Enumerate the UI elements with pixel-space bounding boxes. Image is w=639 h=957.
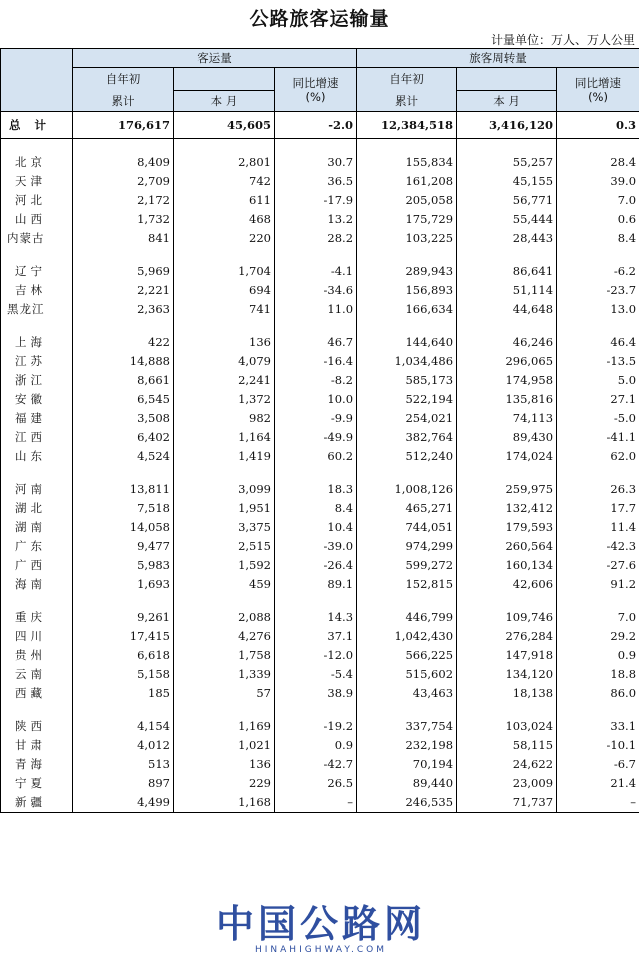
cell: 4,524 (73, 447, 174, 466)
cell: 91.2 (557, 575, 639, 594)
cell: 1,168 (174, 793, 275, 813)
cell: 109,746 (457, 608, 557, 627)
cell: 60.2 (275, 447, 357, 466)
cell: 12,384,518 (357, 112, 457, 139)
cell: 982 (174, 409, 275, 428)
cell: 174,958 (457, 371, 557, 390)
region-name: 总计 (1, 112, 73, 139)
cell: 135,816 (457, 390, 557, 409)
header-month-turnover: 本 月 (457, 91, 557, 112)
cell: 4,276 (174, 627, 275, 646)
cell: 26.5 (275, 774, 357, 793)
cell: 26.3 (557, 480, 639, 499)
table-row (1, 210, 639, 229)
region-name: 重庆 (1, 608, 73, 627)
cell: -19.2 (275, 717, 357, 736)
corner-header (1, 49, 73, 112)
table-row (1, 229, 639, 248)
cell: 515,602 (357, 665, 457, 684)
cell: 147,918 (457, 646, 557, 665)
cell: 8,661 (73, 371, 174, 390)
cell: – (557, 793, 639, 813)
cell: 3,099 (174, 480, 275, 499)
cell: 86,641 (457, 262, 557, 281)
cell: 897 (73, 774, 174, 793)
table-row (1, 518, 639, 537)
header-pct-label: (%) (305, 89, 326, 104)
table-row (1, 409, 639, 428)
cell: 8,409 (73, 153, 174, 172)
table-row (1, 717, 639, 736)
cell: 144,640 (357, 333, 457, 352)
cell: 2,241 (174, 371, 275, 390)
header-passenger-volume: 客运量 (73, 49, 357, 68)
cell: -41.1 (557, 428, 639, 447)
cell: 0.9 (557, 646, 639, 665)
cell: 27.1 (557, 390, 639, 409)
header-pct-label: (%) (588, 89, 608, 104)
cell: 46.4 (557, 333, 639, 352)
header-cumulative-turnover: 累计 (357, 91, 457, 112)
cell: 2,363 (73, 300, 174, 319)
cell: 33.1 (557, 717, 639, 736)
cell: -34.6 (275, 281, 357, 300)
header-ytd-turnover: 自年初 (357, 68, 457, 91)
page-title: 公路旅客运输量 (249, 8, 390, 30)
cell: 8.4 (275, 499, 357, 518)
cell: 446,799 (357, 608, 457, 627)
table-row (1, 684, 639, 703)
cell: 38.9 (275, 684, 357, 703)
cell: 179,593 (457, 518, 557, 537)
region-name: 湖北 (1, 499, 73, 518)
cell: 289,943 (357, 262, 457, 281)
cell: 296,065 (457, 352, 557, 371)
unit-note: 计量单位：万人、万人公里 (490, 33, 635, 47)
table-row (1, 646, 639, 665)
region-name: 浙江 (1, 371, 73, 390)
cell: 2,801 (174, 153, 275, 172)
table-row (1, 153, 639, 172)
table-row (1, 191, 639, 210)
cell: 512,240 (357, 447, 457, 466)
cell: -8.2 (275, 371, 357, 390)
cell: 39.0 (557, 172, 639, 191)
region-name: 西藏 (1, 684, 73, 703)
cell: 246,535 (357, 793, 457, 813)
cell: 229 (174, 774, 275, 793)
cell: 2,709 (73, 172, 174, 191)
cell: 21.4 (557, 774, 639, 793)
cell: 24,622 (457, 755, 557, 774)
cell: 55,444 (457, 210, 557, 229)
cell: 45,605 (174, 112, 275, 139)
cell: 220 (174, 229, 275, 248)
cell: 337,754 (357, 717, 457, 736)
cell: -13.5 (557, 352, 639, 371)
cell: -2.0 (275, 112, 357, 139)
cell: -42.3 (557, 537, 639, 556)
table-row (1, 300, 639, 319)
cell: 13,811 (73, 480, 174, 499)
region-name: 陕西 (1, 717, 73, 736)
passenger-transport-table (0, 48, 639, 813)
cell: 14.3 (275, 608, 357, 627)
cell: 6,545 (73, 390, 174, 409)
cell: 30.7 (275, 153, 357, 172)
cell: -49.9 (275, 428, 357, 447)
cell: -6.2 (557, 262, 639, 281)
cell: -16.4 (275, 352, 357, 371)
cell: 5,983 (73, 556, 174, 575)
cell: 4,499 (73, 793, 174, 813)
total-row (1, 112, 639, 139)
watermark-logo (216, 903, 426, 955)
group-spacer (1, 319, 639, 333)
cell: 18.8 (557, 665, 639, 684)
cell: 1,169 (174, 717, 275, 736)
cell: 0.3 (557, 112, 639, 139)
cell: 56,771 (457, 191, 557, 210)
cell: 3,416,120 (457, 112, 557, 139)
region-name: 甘肃 (1, 736, 73, 755)
cell: 513 (73, 755, 174, 774)
cell: 134,120 (457, 665, 557, 684)
cell: 7.0 (557, 191, 639, 210)
region-name: 上海 (1, 333, 73, 352)
watermark-text: 中国公路网 (216, 902, 427, 946)
region-name: 青海 (1, 755, 73, 774)
cell: 1,034,486 (357, 352, 457, 371)
table-row (1, 608, 639, 627)
cell: 7.0 (557, 608, 639, 627)
region-name: 内蒙古 (1, 229, 73, 248)
cell: -6.7 (557, 755, 639, 774)
cell: 161,208 (357, 172, 457, 191)
cell: 46.7 (275, 333, 357, 352)
region-name: 山西 (1, 210, 73, 229)
table-row (1, 390, 639, 409)
header-month-volume: 本 月 (174, 91, 275, 112)
cell: -23.7 (557, 281, 639, 300)
cell: 1,732 (73, 210, 174, 229)
cell: 1,339 (174, 665, 275, 684)
cell: 1,164 (174, 428, 275, 447)
cell: -5.4 (275, 665, 357, 684)
cell: 17.7 (557, 499, 639, 518)
cell: -39.0 (275, 537, 357, 556)
cell: 37.1 (275, 627, 357, 646)
table-row (1, 537, 639, 556)
region-name: 山东 (1, 447, 73, 466)
region-name: 贵州 (1, 646, 73, 665)
cell: 566,225 (357, 646, 457, 665)
cell: 742 (174, 172, 275, 191)
cell: -9.9 (275, 409, 357, 428)
table-row (1, 556, 639, 575)
cell: 5,969 (73, 262, 174, 281)
cell: -17.9 (275, 191, 357, 210)
region-name: 安徽 (1, 390, 73, 409)
cell: 45,155 (457, 172, 557, 191)
cell: 11.0 (275, 300, 357, 319)
cell: 58,115 (457, 736, 557, 755)
cell: 3,375 (174, 518, 275, 537)
cell: 2,172 (73, 191, 174, 210)
cell: -27.6 (557, 556, 639, 575)
cell: 422 (73, 333, 174, 352)
cell: 3,508 (73, 409, 174, 428)
cell: 741 (174, 300, 275, 319)
cell: 4,012 (73, 736, 174, 755)
table-row (1, 172, 639, 191)
cell: 1,592 (174, 556, 275, 575)
cell: 43,463 (357, 684, 457, 703)
table-row (1, 736, 639, 755)
table-row (1, 428, 639, 447)
region-name: 天津 (1, 172, 73, 191)
cell: 155,834 (357, 153, 457, 172)
cell: -4.1 (275, 262, 357, 281)
cell: 86.0 (557, 684, 639, 703)
cell: 185 (73, 684, 174, 703)
cell: 254,021 (357, 409, 457, 428)
cell: 11.4 (557, 518, 639, 537)
cell: 4,079 (174, 352, 275, 371)
region-name: 辽宁 (1, 262, 73, 281)
table-row (1, 575, 639, 594)
cell: 136 (174, 755, 275, 774)
cell: 9,261 (73, 608, 174, 627)
cell: 29.2 (557, 627, 639, 646)
table-row (1, 352, 639, 371)
group-spacer (1, 703, 639, 717)
cell: 152,815 (357, 575, 457, 594)
cell: 465,271 (357, 499, 457, 518)
cell: 175,729 (357, 210, 457, 229)
cell: 1,693 (73, 575, 174, 594)
cell: 232,198 (357, 736, 457, 755)
cell: 57 (174, 684, 275, 703)
cell: 0.9 (275, 736, 357, 755)
cell: 6,402 (73, 428, 174, 447)
cell: 156,893 (357, 281, 457, 300)
table-row (1, 499, 639, 518)
cell: 103,225 (357, 229, 457, 248)
cell: 1,419 (174, 447, 275, 466)
cell: 18.3 (275, 480, 357, 499)
table-row (1, 371, 639, 390)
header-yoy-volume (275, 68, 357, 112)
cell: 7,518 (73, 499, 174, 518)
region-name: 海南 (1, 575, 73, 594)
cell: 0.6 (557, 210, 639, 229)
cell: 259,975 (457, 480, 557, 499)
cell: 160,134 (457, 556, 557, 575)
table-row (1, 447, 639, 466)
cell: 611 (174, 191, 275, 210)
cell: 2,515 (174, 537, 275, 556)
cell: 1,704 (174, 262, 275, 281)
cell: 174,024 (457, 447, 557, 466)
group-spacer (1, 248, 639, 262)
cell: 599,272 (357, 556, 457, 575)
cell: 44,648 (457, 300, 557, 319)
table-row (1, 480, 639, 499)
cell: 176,617 (73, 112, 174, 139)
cell: 1,951 (174, 499, 275, 518)
cell: 13.2 (275, 210, 357, 229)
cell: 9,477 (73, 537, 174, 556)
cell: -10.1 (557, 736, 639, 755)
header-ytd-volume: 自年初 (73, 68, 174, 91)
cell: 1,008,126 (357, 480, 457, 499)
cell: -5.0 (557, 409, 639, 428)
cell: 18,138 (457, 684, 557, 703)
cell: 89,430 (457, 428, 557, 447)
watermark-url: HINAHIGHWAY.COM (254, 945, 387, 955)
cell: 276,284 (457, 627, 557, 646)
region-name: 宁夏 (1, 774, 73, 793)
cell: 5.0 (557, 371, 639, 390)
table-row (1, 665, 639, 684)
cell: 1,372 (174, 390, 275, 409)
region-name: 吉林 (1, 281, 73, 300)
region-name: 江西 (1, 428, 73, 447)
cell: 17,415 (73, 627, 174, 646)
region-name: 河南 (1, 480, 73, 499)
table-row (1, 793, 639, 813)
cell: -42.7 (275, 755, 357, 774)
cell: 28,443 (457, 229, 557, 248)
header-cumulative-volume: 累计 (73, 91, 174, 112)
cell: 74,113 (457, 409, 557, 428)
cell: 42,606 (457, 575, 557, 594)
table-row (1, 755, 639, 774)
region-name: 福建 (1, 409, 73, 428)
cell: 89.1 (275, 575, 357, 594)
cell: 36.5 (275, 172, 357, 191)
cell: 13.0 (557, 300, 639, 319)
cell: -26.4 (275, 556, 357, 575)
table-row (1, 627, 639, 646)
region-name: 河北 (1, 191, 73, 210)
region-name: 黑龙江 (1, 300, 73, 319)
header-yoy-label: 同比增速 (575, 75, 622, 90)
cell: -12.0 (275, 646, 357, 665)
cell: 974,299 (357, 537, 457, 556)
cell: 46,246 (457, 333, 557, 352)
cell: 8.4 (557, 229, 639, 248)
cell: 10.4 (275, 518, 357, 537)
cell: 468 (174, 210, 275, 229)
cell: 70,194 (357, 755, 457, 774)
region-name: 北京 (1, 153, 73, 172)
cell: 14,888 (73, 352, 174, 371)
cell: 136 (174, 333, 275, 352)
header-passenger-turnover: 旅客周转量 (357, 49, 639, 68)
cell: 14,058 (73, 518, 174, 537)
cell: 4,154 (73, 717, 174, 736)
cell: 51,114 (457, 281, 557, 300)
cell: 71,737 (457, 793, 557, 813)
table-row (1, 281, 639, 300)
cell: 1,042,430 (357, 627, 457, 646)
region-name: 广西 (1, 556, 73, 575)
cell: 585,173 (357, 371, 457, 390)
header-yoy-label: 同比增速 (292, 75, 339, 90)
group-spacer (1, 594, 639, 608)
region-name: 云南 (1, 665, 73, 684)
cell: 2,088 (174, 608, 275, 627)
header-yoy-turnover (557, 68, 639, 112)
cell: 459 (174, 575, 275, 594)
region-name: 江苏 (1, 352, 73, 371)
cell: 62.0 (557, 447, 639, 466)
cell: 132,412 (457, 499, 557, 518)
group-spacer (1, 139, 639, 154)
cell: 10.0 (275, 390, 357, 409)
table-row (1, 774, 639, 793)
cell: 103,024 (457, 717, 557, 736)
cell: 694 (174, 281, 275, 300)
cell: 744,051 (357, 518, 457, 537)
table-row (1, 333, 639, 352)
cell: 382,764 (357, 428, 457, 447)
region-name: 湖南 (1, 518, 73, 537)
cell: 205,058 (357, 191, 457, 210)
cell: 841 (73, 229, 174, 248)
cell: 1,758 (174, 646, 275, 665)
region-name: 新疆 (1, 793, 73, 813)
cell: 28.2 (275, 229, 357, 248)
cell: – (275, 793, 357, 813)
cell: 2,221 (73, 281, 174, 300)
cell: 260,564 (457, 537, 557, 556)
cell: 166,634 (357, 300, 457, 319)
cell: 55,257 (457, 153, 557, 172)
cell: 6,618 (73, 646, 174, 665)
region-name: 四川 (1, 627, 73, 646)
group-spacer (1, 466, 639, 480)
cell: 5,158 (73, 665, 174, 684)
cell: 522,194 (357, 390, 457, 409)
table-row (1, 262, 639, 281)
cell: 23,009 (457, 774, 557, 793)
cell: 89,440 (357, 774, 457, 793)
region-name: 广东 (1, 537, 73, 556)
cell: 1,021 (174, 736, 275, 755)
cell: 28.4 (557, 153, 639, 172)
